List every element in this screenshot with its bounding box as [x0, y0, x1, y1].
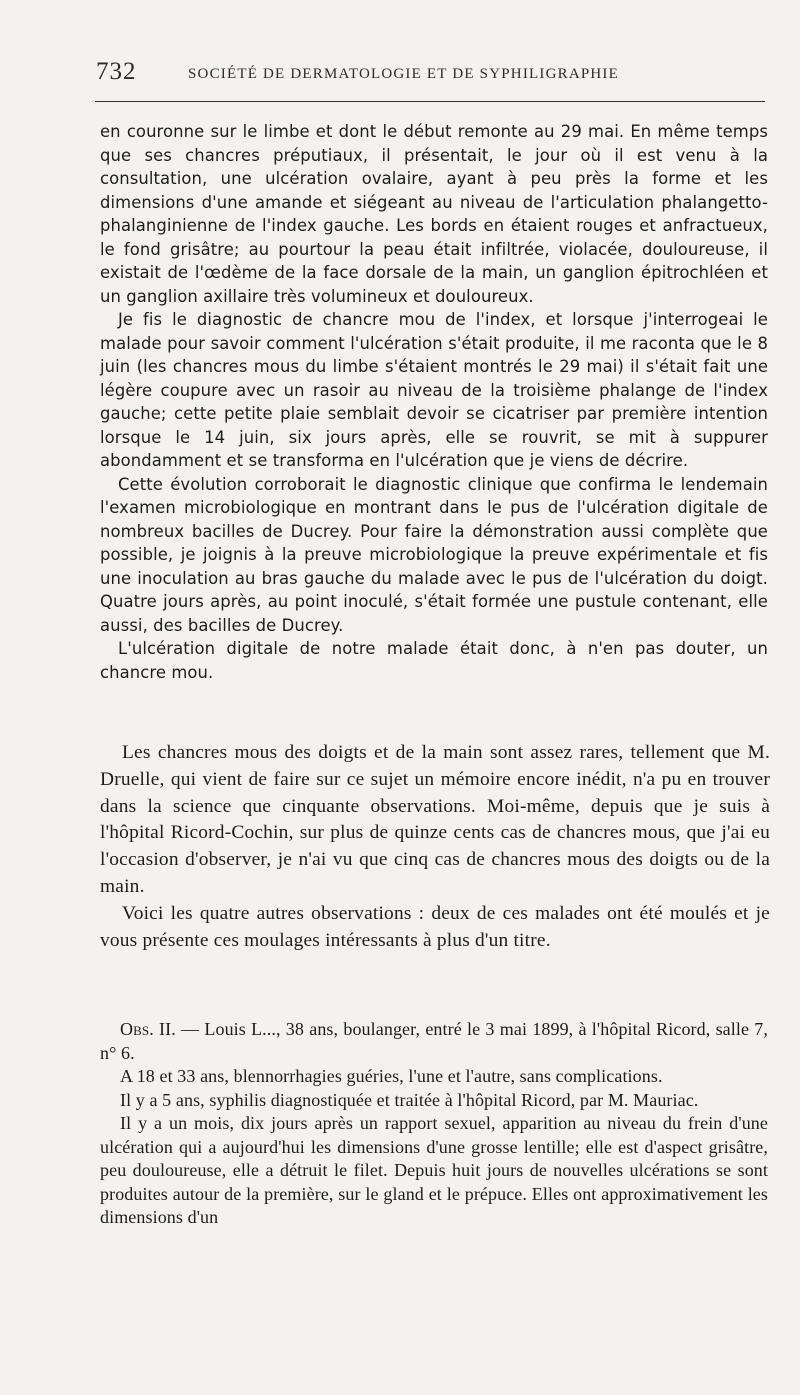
paragraph: Il y a 5 ans, syphilis diagnostiquée et traitée à l'hôpital Ricord, par M. Mauriac.	[120, 1089, 699, 1110]
observation-intro: — Louis L..., 38 ans, boulanger, entré le 3 mai 1899, à l'hôpital Ricord, salle 7, n° 6.	[100, 1019, 768, 1063]
observation-2	[100, 1018, 768, 1230]
discussion	[100, 740, 770, 954]
header-rule	[95, 101, 765, 102]
running-title: SOCIÉTÉ DE DERMATOLOGIE ET DE SYPHILIGRAPHIE	[188, 66, 619, 82]
paragraph: L'ulcération digitale de notre malade était donc, à n'en pas douter, un chancre mou.	[100, 639, 768, 682]
paragraph: en couronne sur le limbe et dont le début remonte au 29 mai. En même temps que ses chancres préputiaux, il présentait, le jour où il est venu à la consultation, une ulcération ovalaire, ayant à peu près la forme et les dimensions d'une amande et siégeant au niveau de l'articulation phalangetto-phalanginienne de l'index gauche. Les bords en étaient rouges et anfractueux, le fond grisâtre; au pourtour la peau était infiltrée, violacée, douloureuse, il existait de l'œdème de la face dorsale de la main, un ganglion épitrochléen et un ganglion axillaire très volumineux et douloureux.	[100, 122, 768, 306]
page-header	[96, 58, 764, 90]
page-number: 732	[96, 58, 137, 85]
paragraph: Il y a un mois, dix jours après un rapport sexuel, apparition au niveau du frein d'une ulcération qui a aujourd'hui les dimensions d'une grosse lentille; elle est d'aspect grisâtre, peu douloureuse, elle a détruit le filet. Depuis huit jours de nouvelles ulcérations se sont produites autour de la première, sur le gland et le prépuce. Elles ont approximativement les dimensions d'un	[100, 1113, 768, 1227]
paragraph: Les chancres mous des doigts et de la main sont assez rares, tellement que M. Druelle, qui vient de faire sur ce sujet un mémoire encore inédit, n'a pu en trouver dans la science que cinquante observations. Moi-même, depuis que je suis à l'hôpital Ricord-Cochin, sur plus de quinze cents cas de chancres mous, que j'ai eu l'occasion d'observer, je n'ai vu que cinq cas de chancres mous des doigts ou de la main.	[100, 742, 770, 897]
case-continuation	[100, 120, 768, 684]
paragraph: Cette évolution corroborait le diagnostic clinique que confirma le lendemain l'examen microbiologique en montrant dans le pus de l'ulcération digitale de nombreux bacilles de Ducrey. Pour faire la démonstration aussi complète que possible, je joignis à la preuve microbiologique la preuve expérimentale et fis une inoculation au bras gauche du malade avec le pus de l'ulcération du doigt. Quatre jours après, au point inoculé, s'était formée une pustule contenant, elle aussi, des bacilles de Ducrey.	[100, 474, 768, 635]
paragraph: Voici les quatre autres observations : deux de ces malades ont été moulés et je vous présente ces moulages intéressants à plus d'un titre.	[100, 902, 770, 951]
paragraph: Je fis le diagnostic de chancre mou de l'index, et lorsque j'interrogeai le malade pour savoir comment l'ulcération s'était produite, il me raconta que le 8 juin (les chancres mous du limbe s'étaient montrés le 29 mai) il s'était fait une légère coupure avec un rasoir au niveau de la troisième phalange de l'index gauche; cette petite plaie semblait devoir se cicatriser par première intention lorsque le 14 juin, six jours après, elle se rouvrit, se mit à suppurer abondamment et se transforma en l'ulcération que je viens de décrire.	[100, 310, 768, 470]
paragraph: A 18 et 33 ans, blennorrhagies guéries, l'une et l'autre, sans complications.	[120, 1066, 663, 1086]
observation-label: Obs. II.	[120, 1019, 176, 1039]
observation-heading	[100, 1018, 768, 1065]
